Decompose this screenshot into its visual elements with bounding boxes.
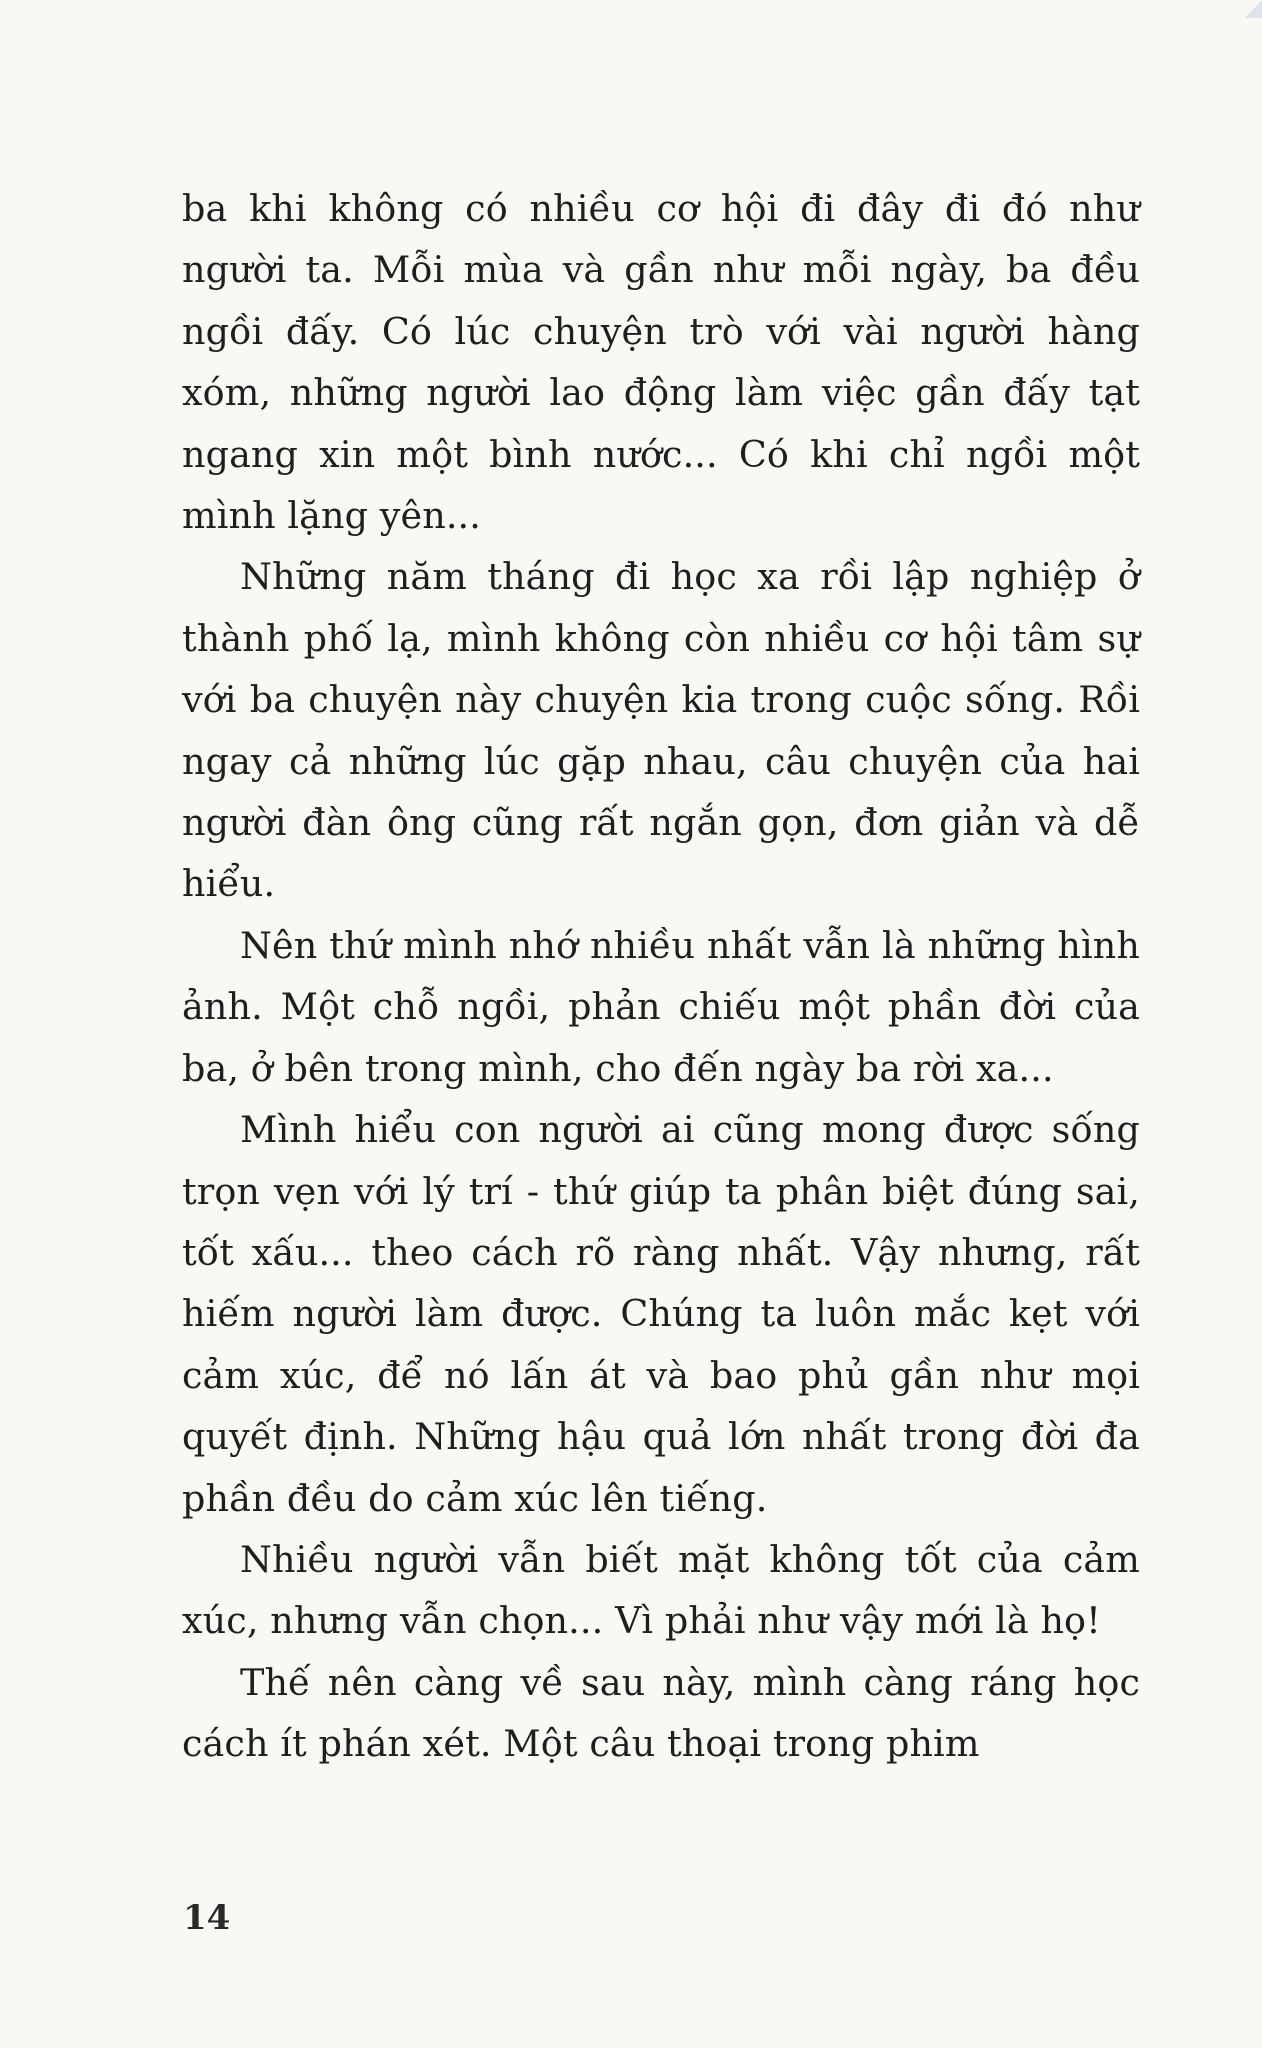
- paragraph: Những năm tháng đi học xa rồi lập nghiệp ở thành phố lạ, mình không còn nhiều cơ hội tâm sự với ba chuyện này chuyện kia trong cuộc sống. Rồi ngay cả những lúc gặp nhau, câu chuyện của hai người đàn ông cũng rất ngắn gọn, đơn giản và dễ hiểu.: [182, 555, 1140, 906]
- body-text: [182, 178, 1140, 1775]
- page-number: 14: [183, 1898, 231, 1938]
- paragraph: Mình hiểu con người ai cũng mong được sống trọn vẹn với lý trí - thứ giúp ta phân biệt đúng sai, tốt xấu... theo cách rõ ràng nhất. Vậy nhưng, rất hiếm người làm được. Chúng ta luôn mắc kẹt với cảm xúc, để nó lấn át và bao phủ gần như mọi quyết định. Những hậu quả lớn nhất trong đời đa phần đều do cảm xúc lên tiếng.: [182, 1108, 1140, 1520]
- paragraph-continuation: ba khi không có nhiều cơ hội đi đây đi đó như người ta. Mỗi mùa và gần như mỗi ngày, ba đều ngồi đấy. Có lúc chuyện trò với vài người hàng xóm, những người lao động làm việc gần đấy tạt ngang xin một bình nước... Có khi chỉ ngồi một mình lặng yên...: [182, 187, 1140, 538]
- paragraph: Nên thứ mình nhớ nhiều nhất vẫn là những hình ảnh. Một chỗ ngồi, phản chiếu một phần đời của ba, ở bên trong mình, cho đến ngày ba rời xa...: [182, 923, 1140, 1090]
- paragraph: Thế nên càng về sau này, mình càng ráng học cách ít phán xét. Một câu thoại trong phim: [182, 1660, 1140, 1766]
- page-edge-mark: [1244, 0, 1262, 18]
- paragraph: Nhiều người vẫn biết mặt không tốt của cảm xúc, nhưng vẫn chọn... Vì phải như vậy mới là họ!: [182, 1537, 1140, 1643]
